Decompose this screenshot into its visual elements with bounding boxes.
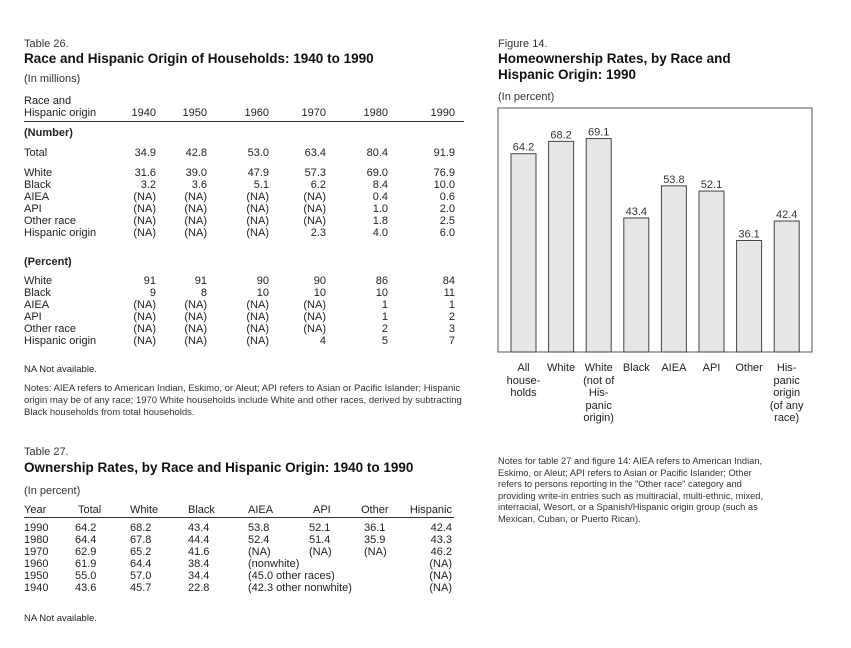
table26-title: Race and Hispanic Origin of Households: 1940 to 1990 [24,51,374,66]
table27-unit: (In percent) [24,485,81,497]
x-tick-label: All house-holds [506,362,541,399]
cell-aiea: 53.8 [248,522,270,534]
cell-value: (NA) [133,191,156,203]
cell-span: (42.3 other nonwhite) [248,582,352,594]
cell-value: 63.4 [304,147,326,159]
cell-value: 86 [375,275,388,287]
cell-total: 55.0 [75,570,97,582]
cell-value: (NA) [184,323,207,335]
cell-api: (NA) [309,546,332,558]
cell-total: 62.9 [75,546,97,558]
row-label: AIEA [24,299,50,311]
cell-value: 9 [149,287,156,299]
data-label: 69.1 [587,126,610,139]
cell-value: 3.2 [140,179,156,191]
header-year: 1980 [363,107,388,119]
cell-value: 11 [443,287,455,299]
cell-value: (NA) [303,191,326,203]
cell-value: (NA) [303,323,326,335]
bar [661,186,686,352]
data-label: 43.4 [625,205,648,218]
cell-value: (NA) [133,311,156,323]
cell-value: 1 [381,311,388,323]
cell-value: (NA) [246,335,269,347]
cell-value: 1 [381,299,388,311]
cell-value: 31.6 [134,167,156,179]
cell-value: (NA) [303,215,326,227]
bar [549,141,574,352]
header-white: White [130,504,159,516]
cell-value: (NA) [184,203,207,215]
row-label: White [24,167,53,179]
row-label: Hispanic origin [24,335,97,347]
cell-value: 1 [448,299,455,311]
cell-total: 43.6 [75,582,97,594]
cell-value: 90 [256,275,269,287]
cell-year: 1970 [24,546,49,558]
cell-black: 44.4 [188,534,210,546]
cell-value: 6.2 [310,179,326,191]
cell-span: (nonwhite) [248,558,300,570]
cell-value: 7 [448,335,455,347]
cell-black: 38.4 [188,558,210,570]
row-label: White [24,275,53,287]
header-black: Black [188,504,215,516]
figure14-unit: (In percent) [498,91,555,103]
cell-value: 2 [448,311,455,323]
cell-value: 3 [448,323,455,335]
cell-white: 68.2 [130,522,152,534]
cell-value: 10 [375,287,388,299]
header-year: 1940 [131,107,156,119]
cell-hispanic: 46.2 [430,546,452,558]
header-total: Total [78,504,102,516]
header-hispanic: Hispanic [409,504,452,516]
cell-value: (NA) [246,215,269,227]
header-year: 1950 [182,107,207,119]
table27-label: Table 27. [24,446,69,458]
cell-value: 10 [256,287,269,299]
cell-value: 8.4 [372,179,388,191]
cell-white: 45.7 [130,582,152,594]
section-number: (Number) [24,127,73,139]
data-label: 64.2 [512,141,535,154]
cell-year: 1960 [24,558,49,570]
cell-value: 91 [143,275,156,287]
cell-value: 53.0 [247,147,269,159]
table27-title: Ownership Rates, by Race and Hispanic Origin: 1940 to 1990 [24,460,414,475]
cell-white: 65.2 [130,546,152,558]
cell-value: (NA) [303,311,326,323]
cell-value: (NA) [184,335,207,347]
na-note: NA Not available. [24,613,97,624]
row-label: Total [24,147,48,159]
bar [586,139,611,352]
cell-hispanic: 43.3 [430,534,452,546]
cell-year: 1980 [24,534,49,546]
cell-value: 10.0 [433,179,455,191]
data-label: 68.2 [550,129,572,142]
cell-value: 4.0 [372,227,388,239]
cell-aiea: 52.4 [248,534,270,546]
cell-white: 64.4 [130,558,152,570]
row-label: Hispanic origin [24,227,97,239]
table26-notes: Notes: AIEA refers to American Indian, Eskimo, or Aleut; API refers to Asian or Pacific Islander; Hispanic origin may be of any race; 1970 White households include White and other races, derived by subtracting Black households from total households. [24,383,462,418]
cell-value: 34.9 [134,147,156,159]
x-tick-label: Other [735,362,763,374]
cell-value: (NA) [133,335,156,347]
x-tick-label: His-panic origin (of any race) [769,362,804,424]
header-aiea: AIEA [248,504,274,516]
cell-value: (NA) [246,311,269,323]
cell-value: 91 [194,275,207,287]
cell-other: 35.9 [364,534,386,546]
x-tick-label: API [702,362,721,374]
cell-value: (NA) [184,215,207,227]
row-label: API [24,203,42,215]
cell-other: (NA) [364,546,387,558]
figure14-title-line2: Hispanic Origin: 1990 [498,67,637,82]
cell-span: (45.0 other races) [248,570,335,582]
x-tick-label: AIEA [661,362,687,374]
x-tick-label: Black [622,362,650,374]
cell-value: 42.8 [185,147,207,159]
cell-other: 36.1 [364,522,386,534]
row-label: Black [24,287,51,299]
cell-hispanic: (NA) [429,582,452,594]
table26-unit: (In millions) [24,73,81,85]
cell-total: 64.2 [75,522,97,534]
cell-api: 51.4 [309,534,331,546]
cell-aiea: (NA) [248,546,271,558]
cell-value: 2.5 [439,215,455,227]
cell-value: (NA) [184,227,207,239]
cell-value: 0.6 [439,191,455,203]
data-label: 36.1 [738,228,760,241]
cell-value: (NA) [133,227,156,239]
cell-value: (NA) [184,299,207,311]
cell-api: 52.1 [309,522,331,534]
cell-black: 34.4 [188,570,210,582]
cell-value: (NA) [303,299,326,311]
cell-value: (NA) [246,299,269,311]
cell-value: 4 [319,335,326,347]
figure14-label: Figure 14. [498,38,548,50]
figure14-title-line1: Homeownership Rates, by Race and [498,51,731,66]
table-row [24,147,455,159]
bar [737,241,762,352]
cell-value: 91.9 [433,147,455,159]
data-label: 52.1 [700,179,723,192]
header-year: 1970 [301,107,326,119]
cell-value: 84 [442,275,455,287]
cell-value: 1.0 [372,203,388,215]
cell-year: 1950 [24,570,49,582]
na-note: NA Not available. [24,364,97,375]
row-label: Other race [24,323,76,335]
figure14-notes: Notes for table 27 and figure 14: AIEA refers to American Indian, Eskimo, or Aleut; API refers to Asian or Pacific Islander; Other refers to persons reporting in the "Other race" category and providing write-in entries such as multiracial, multi-ethnic, mixed, interracial, Wesort, or a Spanish/Hispanic origin group (such as Mexican, Cuban, or Puerto Rican). [498,456,764,524]
header-year: 1990 [430,107,455,119]
section-percent: (Percent) [24,256,72,268]
data-label: 42.4 [775,209,798,222]
cell-value: 39.0 [185,167,207,179]
cell-value: 3.6 [191,179,207,191]
cell-value: (NA) [303,203,326,215]
row-label: AIEA [24,191,50,203]
row-label: Black [24,179,51,191]
cell-value: (NA) [184,191,207,203]
cell-value: 2.3 [310,227,326,239]
table26-header-line1: Race and [24,95,72,107]
cell-white: 67.8 [130,534,152,546]
cell-value: 10 [313,287,326,299]
cell-hispanic: 42.4 [430,522,452,534]
bar [511,154,536,352]
cell-value: (NA) [246,191,269,203]
bar [774,221,799,352]
bar [624,218,649,352]
cell-value: (NA) [184,311,207,323]
data-label: 53.8 [663,173,685,186]
cell-year: 1990 [24,522,49,534]
cell-white: 57.0 [130,570,152,582]
cell-value: (NA) [246,323,269,335]
cell-value: 5 [381,335,388,347]
cell-value: 6.0 [439,227,455,239]
header-year: 1960 [244,107,269,119]
cell-value: 2.0 [439,203,455,215]
row-label: API [24,311,42,323]
cell-value: 80.4 [366,147,388,159]
cell-value: (NA) [133,299,156,311]
cell-total: 61.9 [75,558,97,570]
x-tick-label: White [547,362,576,374]
x-tick-label: White (not of His-panic origin) [583,362,615,424]
cell-black: 41.6 [188,546,210,558]
cell-value: 5.1 [253,179,269,191]
header-api: API [313,504,331,516]
header-label: Hispanic origin [24,107,97,119]
table26-label: Table 26. [24,38,69,50]
cell-value: 8 [200,287,207,299]
cell-year: 1940 [24,582,49,594]
bar [699,191,724,352]
cell-value: 47.9 [247,167,269,179]
cell-black: 22.8 [188,582,210,594]
cell-value: 0.4 [372,191,388,203]
cell-total: 64.4 [75,534,97,546]
cell-value: 69.0 [366,167,388,179]
cell-value: (NA) [133,215,156,227]
cell-value: 90 [313,275,326,287]
cell-hispanic: (NA) [429,570,452,582]
cell-value: (NA) [133,203,156,215]
header-other: Other [361,504,389,516]
cell-value: (NA) [133,323,156,335]
cell-value: 2 [381,323,388,335]
cell-value: 57.3 [304,167,326,179]
header-year: Year [24,504,47,516]
cell-hispanic: (NA) [429,558,452,570]
cell-value: 76.9 [433,167,455,179]
cell-value: (NA) [246,227,269,239]
plot-frame [498,108,812,352]
row-label: Other race [24,215,76,227]
cell-black: 43.4 [188,522,210,534]
cell-value: 1.8 [372,215,388,227]
cell-value: (NA) [246,203,269,215]
